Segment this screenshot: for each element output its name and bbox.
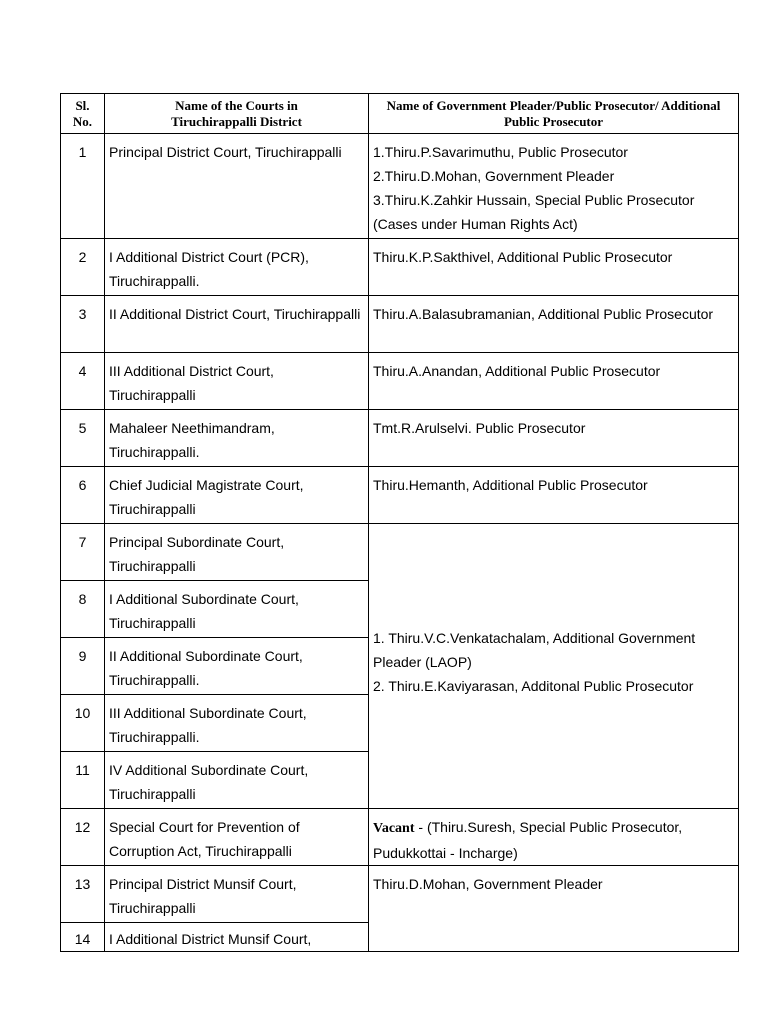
header-courts: Name of the Courts in Tiruchirappalli District [105,94,369,134]
pleader-line: 2. Thiru.E.Kaviyarasan, Additonal Public Prosecutor [373,678,694,694]
court-name-cell: Principal District Munsif Court, Tiruchirappalli [105,866,369,923]
sl-no-cell: 4 [61,353,105,410]
court-name-cell: Principal Subordinate Court, Tiruchirappalli [105,524,369,581]
table-row [61,353,739,410]
pleader-cell: Thiru.K.P.Sakthivel, Additional Public Prosecutor [369,239,739,296]
sl-no-cell: 8 [61,581,105,638]
sl-no-cell: 1 [61,134,105,239]
court-name-cell: I Additional District Munsif Court, [105,923,369,952]
sl-no-cell: 14 [61,923,105,952]
court-name-cell: Special Court for Prevention of Corruption Act, Tiruchirappalli [105,809,369,866]
pleader-line: 3.Thiru.K.Zahkir Hussain, Special Public Prosecutor [373,192,695,208]
table-row [61,866,739,923]
pleader-cell [369,809,739,866]
court-name-cell: III Additional District Court, Tiruchirappalli [105,353,369,410]
pleader-line: 2.Thiru.D.Mohan, Government Pleader [373,168,615,184]
table-row [61,410,739,467]
pleader-line: 1. Thiru.V.C.Venkatachalam, Additional Government Pleader (LAOP) [373,630,696,670]
merged-pleader-cell [369,524,739,809]
pleader-cell: Thiru.A.Balasubramanian, Additional Public Prosecutor [369,296,739,353]
sl-no-cell: 10 [61,695,105,752]
pleader-cell [369,134,739,239]
pleader-cell: Thiru.Hemanth, Additional Public Prosecutor [369,467,739,524]
court-name-cell: I Additional District Court (PCR), Tiruchirappalli. [105,239,369,296]
court-name-cell: IV Additional Subordinate Court, Tiruchirappalli [105,752,369,809]
vacant-label: Vacant [373,821,415,836]
table-row [61,239,739,296]
table-row [61,134,739,239]
court-name-cell: II Additional District Court, Tiruchirappalli [105,296,369,353]
pleader-line: (Cases under Human Rights Act) [373,216,578,232]
sl-no-cell: 11 [61,752,105,809]
table-row [61,524,739,581]
court-name-cell: II Additional Subordinate Court, Tiruchirappalli. [105,638,369,695]
pleader-cell: Thiru.A.Anandan, Additional Public Prosecutor [369,353,739,410]
sl-no-cell: 3 [61,296,105,353]
sl-no-cell: 6 [61,467,105,524]
court-name-cell: Chief Judicial Magistrate Court, Tiruchirappalli [105,467,369,524]
table-row [61,296,739,353]
court-name-cell: III Additional Subordinate Court, Tiruchirappalli. [105,695,369,752]
merged-pleader-cell: Thiru.D.Mohan, Government Pleader [369,866,739,952]
sl-no-cell: 5 [61,410,105,467]
header-sl-no: Sl. No. [61,94,105,134]
header-row [61,94,739,134]
sl-no-cell: 9 [61,638,105,695]
table-row [61,467,739,524]
pleader-text: - (Thiru.Suresh, Special Public Prosecutor, Pudukkottai - Incharge) [373,819,683,861]
pleader-cell: Tmt.R.Arulselvi. Public Prosecutor [369,410,739,467]
court-name-cell: I Additional Subordinate Court, Tiruchirappalli [105,581,369,638]
sl-no-cell: 12 [61,809,105,866]
table-row [61,809,739,866]
court-name-cell: Mahaleer Neethimandram, Tiruchirappalli. [105,410,369,467]
pleader-line: 1.Thiru.P.Savarimuthu, Public Prosecutor [373,144,628,160]
sl-no-cell: 13 [61,866,105,923]
header-pleader: Name of Government Pleader/Public Prosecutor/ Additional Public Prosecutor [369,94,739,134]
court-name-cell: Principal District Court, Tiruchirappalli [105,134,369,239]
sl-no-cell: 7 [61,524,105,581]
courts-table [60,93,739,952]
sl-no-cell: 2 [61,239,105,296]
